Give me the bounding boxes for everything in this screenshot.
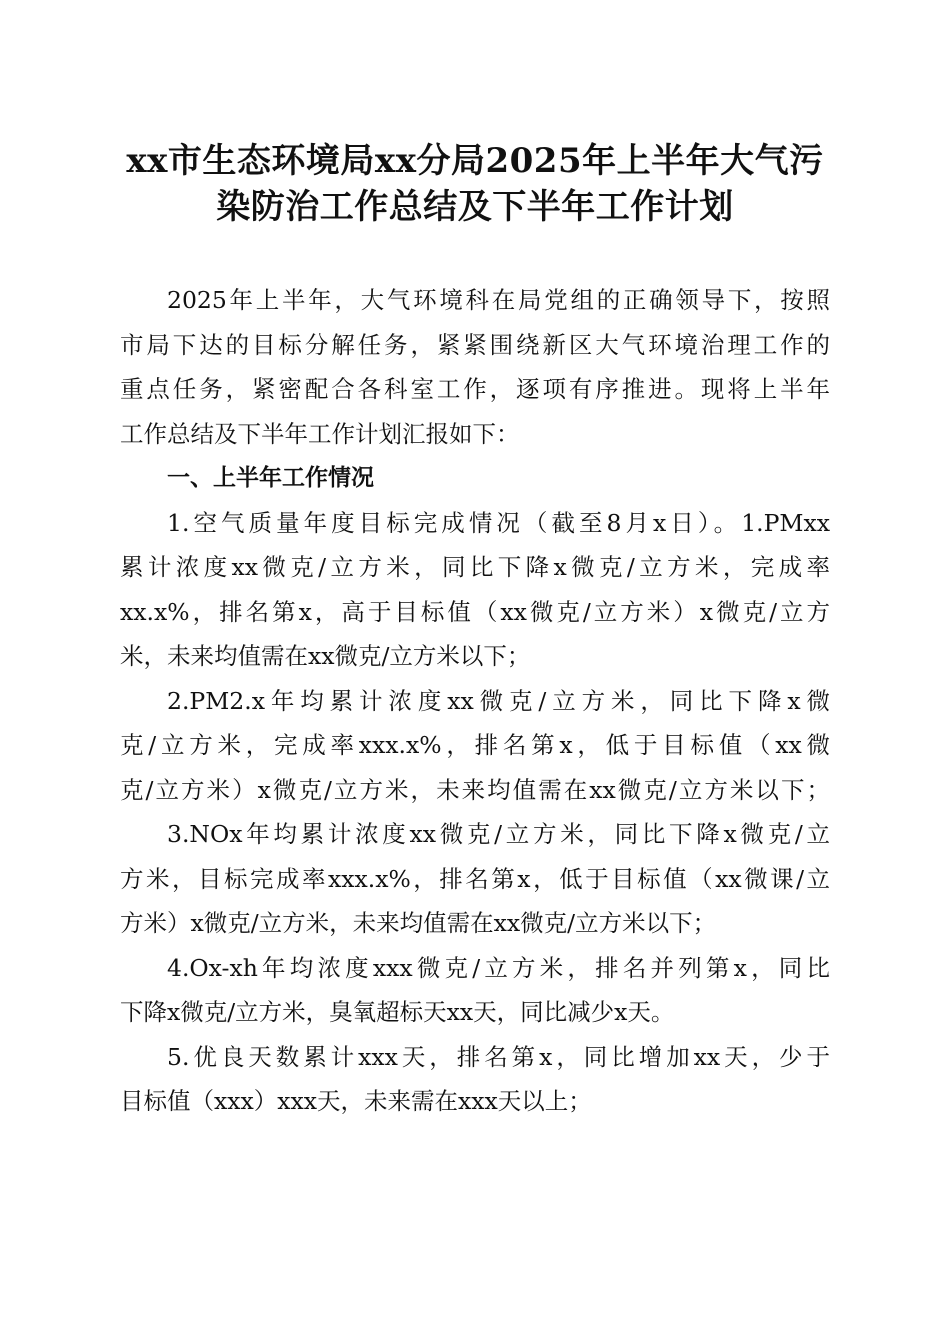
title-line: xx市生态环境局xx分局2025年上半年大气污 — [126, 141, 824, 181]
paragraph-line: 2.PM2.x年均累计浓度xx微克/立方米，同比下降x微 — [167, 686, 830, 715]
paragraph-line: xx.x%，排名第x，高于目标值（xx微克/立方米）x微克/立方 — [120, 597, 830, 626]
paragraph-line: 1.空气质量年度目标完成情况（截至8月x日）。1.PMxx — [167, 508, 830, 537]
paragraph-line: 3.NOx年均累计浓度xx微克/立方米，同比下降x微克/立 — [167, 820, 830, 848]
paragraph-line: 克/立方米，完成率xxx.x%，排名第x，低于目标值（xx微 — [120, 731, 830, 759]
paragraph-line: 累计浓度xx微克/立方米，同比下降x微克/立方米，完成率 — [120, 553, 831, 581]
paragraph-line: 方米，目标完成率xxx.x%，排名第x，低于目标值（xx微课/立 — [120, 864, 830, 893]
paragraph-line: 市局下达的目标分解任务，紧紧围绕新区大气环境治理工作的 — [120, 330, 830, 359]
paragraph-line: 5.优良天数累计xxx天，排名第x，同比增加xx天，少于 — [167, 1042, 830, 1071]
paragraph-line: 目标值（xxx）xxx天，未来需在xxx天以上； — [120, 1087, 592, 1115]
paragraph-line: 方米）x微克/立方米，未来均值需在xx微克/立方米以下； — [120, 909, 717, 937]
paragraph-line: 克/立方米）x微克/立方米，未来均值需在xx微克/立方米以下； — [120, 775, 830, 804]
paragraph-line: 2025年上半年，大气环境科在局党组的正确领导下，按照 — [167, 286, 830, 314]
title-line: 染防治工作总结及下半年工作计划 — [216, 187, 734, 227]
paragraph-line: 重点任务，紧密配合各科室工作，逐项有序推进。现将上半年 — [120, 375, 830, 403]
paragraph-line: 下降x微克/立方米，臭氧超标天xx天，同比减少x天。 — [120, 998, 675, 1026]
document-body — [120, 278, 830, 1124]
paragraph-line: 4.Ox-xh年均浓度xxx微克/立方米，排名并列第x，同比 — [167, 953, 830, 982]
document-title — [100, 138, 850, 230]
paragraph-line: 工作总结及下半年工作计划汇报如下： — [120, 419, 520, 448]
paragraph-line: 米，未来均值需在xx微克/立方米以下； — [120, 642, 531, 670]
section-heading: 一、上半年工作情况 — [167, 465, 374, 491]
